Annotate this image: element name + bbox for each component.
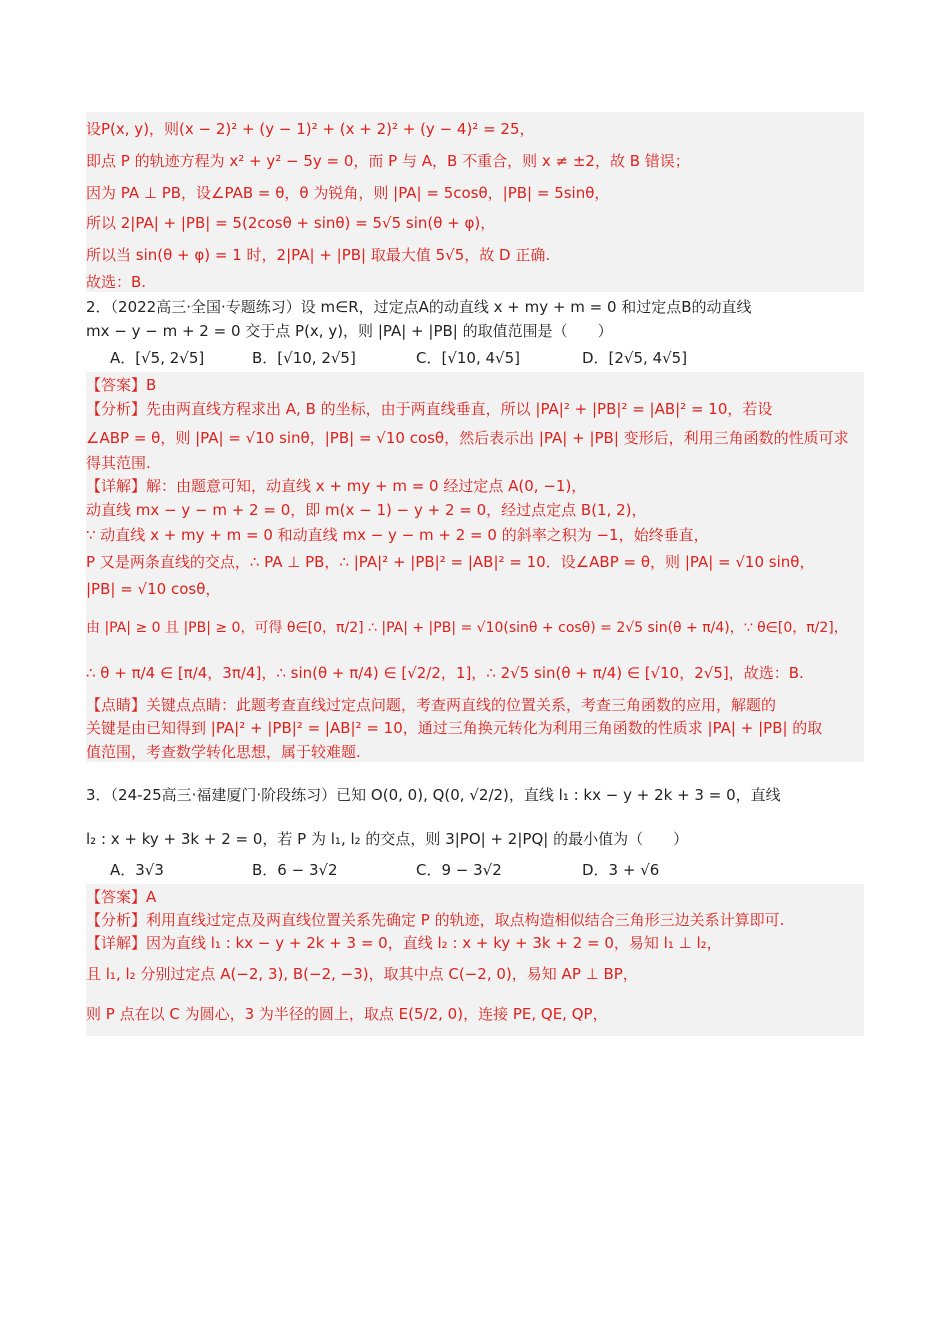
detail-line: 则 P 点在以 C 为圆心，3 为半径的圆上，取点 E(5/2, 0)，连接 PE, QE, QP， — [86, 1005, 608, 1023]
option-d[interactable]: D．[2√5, 4√5] — [582, 349, 688, 367]
option-a[interactable]: A．3√3 — [110, 861, 164, 879]
option-d[interactable]: D．3 + √6 — [582, 861, 660, 879]
detail-line: 动直线 mx − y − m + 2 = 0，即 m(x − 1) − y + 2 = 0，经过点定点 B(1, 2)， — [86, 501, 647, 519]
detail-line: 【详解】因为直线 l₁ : kx − y + 2k + 3 = 0，直线 l₂ : x + ky + 3k + 2 = 0，易知 l₁ ⊥ l₂， — [86, 934, 722, 952]
solution-line: 即点 P 的轨迹方程为 x² + y² − 5y = 0，而 P 与 A，B 不重合，则 x ≠ ±2，故 B 错误； — [86, 152, 690, 170]
analysis-line: 【分析】利用直线过定点及两直线位置关系先确定 P 的轨迹，取点构造相似结合三角形三边关系计算即可. — [86, 911, 785, 929]
analysis-line: 【分析】先由两直线方程求出 A, B 的坐标，由于两直线垂直，所以 |PA|² + |PB|² = |AB|² = 10，若设 — [86, 400, 773, 418]
question-2-stem: 2．（2022高三·全国·专题练习）设 m∈R，过定点A的动直线 x + my + m = 0 和过定点B的动直线 — [86, 298, 752, 316]
solution-line: 设P(x, y)，则(x − 2)² + (y − 1)² + (x + 2)² + (y − 4)² = 25， — [86, 120, 535, 138]
solution-line: 所以 2|PA| + |PB| = 5(2cosθ + sinθ) = 5√5 sin(θ + φ)， — [86, 214, 496, 232]
detail-line: |PB| = √10 cosθ， — [86, 580, 221, 598]
option-c[interactable]: C．[√10, 4√5] — [416, 349, 521, 367]
analysis-line: ∠ABP = θ，则 |PA| = √10 sinθ，|PB| = √10 cosθ，然后表示出 |PA| + |PB| 变形后，利用三角函数的性质可求 — [86, 429, 849, 447]
remark-line: 【点睛】关键点点睛：此题考查直线过定点问题，考查两直线的位置关系，考查三角函数的应用，解题的 — [86, 696, 777, 714]
question-3-stem: 3．（24-25高三·福建厦门·阶段练习）已知 O(0, 0), Q(0, √2/2)，直线 l₁ : kx − y + 2k + 3 = 0，直线 — [86, 786, 781, 804]
option-c[interactable]: C．9 − 3√2 — [416, 861, 502, 879]
detail-line: ∵ 动直线 x + my + m = 0 和动直线 mx − y − m + 2 = 0 的斜率之积为 −1，始终垂直， — [86, 526, 709, 544]
analysis-line: 得其范围. — [86, 454, 151, 472]
detail-line: 且 l₁, l₂ 分别过定点 A(−2, 3), B(−2, −3)，取其中点 C(−2, 0)，易知 AP ⊥ BP， — [86, 965, 638, 983]
detail-line: 【详解】解：由题意可知，动直线 x + my + m = 0 经过定点 A(0, −1)， — [86, 477, 587, 495]
question-2-stem: mx − y − m + 2 = 0 交于点 P(x, y)，则 |PA| + |PB| 的取值范围是（ ） — [86, 322, 613, 340]
solution-line: 故选：B. — [86, 273, 147, 291]
option-b[interactable]: B．[√10, 2√5] — [252, 349, 356, 367]
remark-line: 关键是由已知得到 |PA|² + |PB|² = |AB|² = 10，通过三角换元转化为利用三角函数的性质求 |PA| + |PB| 的取 — [86, 719, 823, 737]
option-a[interactable]: A．[√5, 2√5] — [110, 349, 205, 367]
question-3-options — [110, 859, 810, 881]
detail-line: 由 |PA| ≥ 0 且 |PB| ≥ 0，可得 θ∈[0，π/2] ∴ |PA| + |PB| = √10(sinθ + cosθ) = 2√5 sin(θ + π/4)，∵ θ∈[0，π/2]， — [86, 620, 848, 636]
remark-line: 值范围，考查数学转化思想，属于较难题. — [86, 743, 361, 761]
question-3-stem: l₂ : x + ky + 3k + 2 = 0，若 P 为 l₁, l₂ 的交点，则 3|PO| + 2|PQ| 的最小值为（ ） — [86, 830, 689, 848]
question-2-options — [110, 347, 810, 369]
solution-line: 所以当 sin(θ + φ) = 1 时，2|PA| + |PB| 取最大值 5√5，故 D 正确. — [86, 246, 551, 264]
option-b[interactable]: B．6 − 3√2 — [252, 861, 338, 879]
solution-line: 因为 PA ⊥ PB，设∠PAB = θ，θ 为锐角，则 |PA| = 5cosθ，|PB| = 5sinθ， — [86, 184, 610, 202]
answer-label: 【答案】A — [86, 888, 157, 906]
detail-line: ∴ θ + π/4 ∈ [π/4，3π/4]，∴ sin(θ + π/4) ∈ [√2/2，1]，∴ 2√5 sin(θ + π/4) ∈ [√10，2√5]，故选：B. — [86, 664, 804, 682]
detail-line: P 又是两条直线的交点，∴ PA ⊥ PB，∴ |PA|² + |PB|² = |AB|² = 10．设∠ABP = θ，则 |PA| = √10 sinθ， — [86, 553, 815, 571]
answer-label: 【答案】B — [86, 376, 157, 394]
